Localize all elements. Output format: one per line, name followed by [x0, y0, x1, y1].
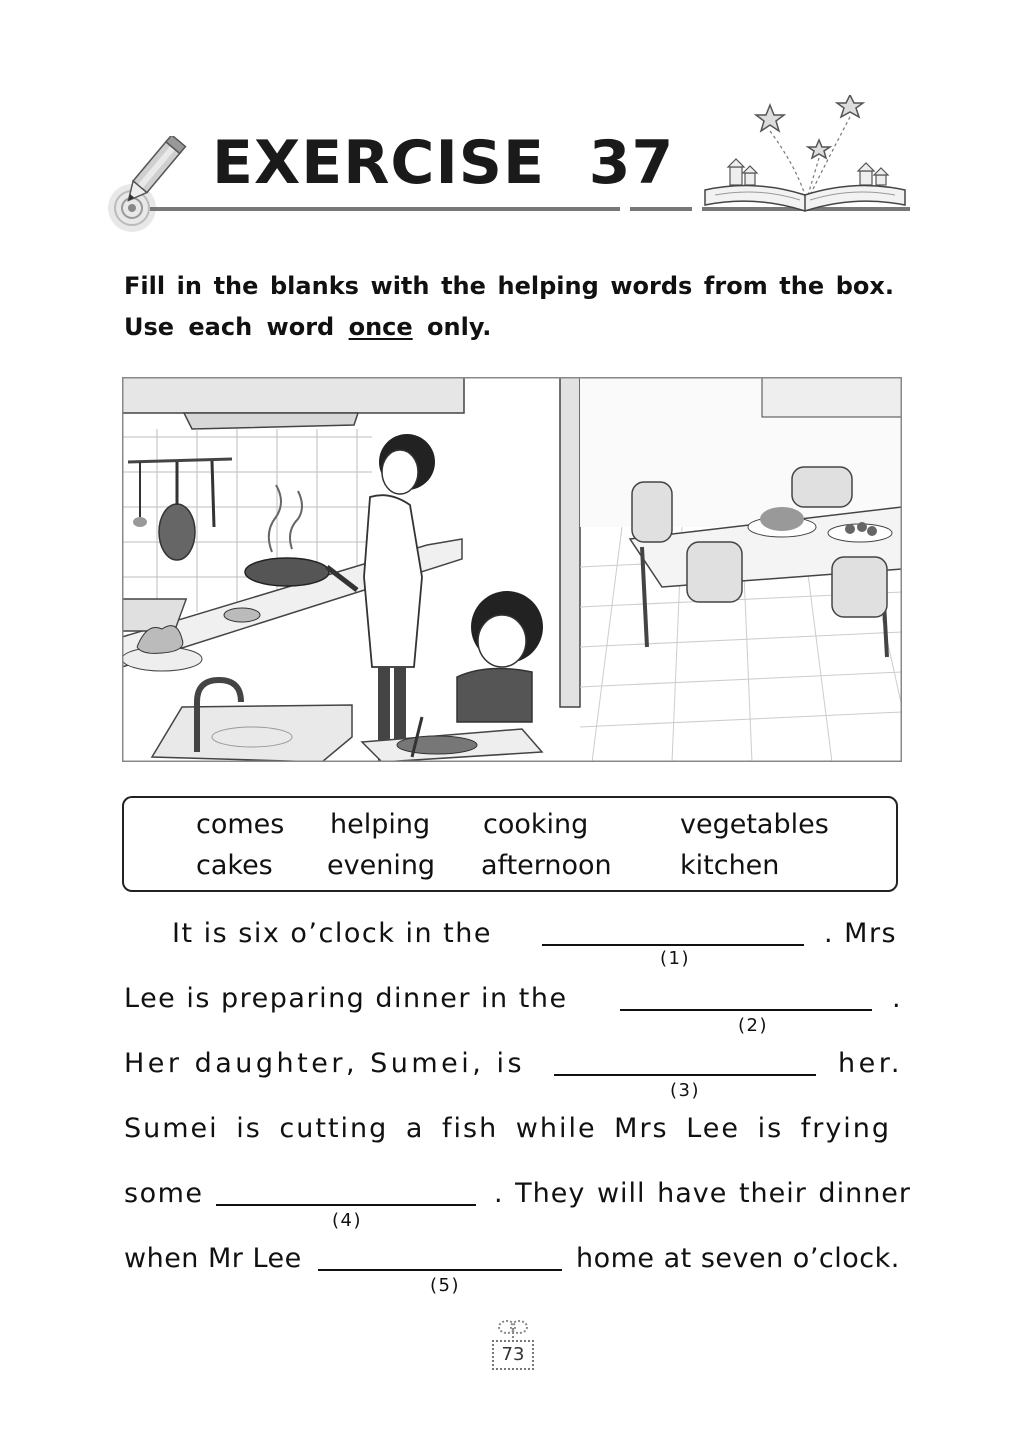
- word-cakes: cakes: [196, 850, 273, 881]
- word-box: [122, 796, 898, 892]
- passage-line-2: Lee is preparing dinner in the . (2): [124, 983, 903, 1036]
- blank-3[interactable]: [554, 1074, 816, 1076]
- open-book-stars-icon: [700, 95, 910, 220]
- passage-line-6: when Mr Lee home at seven o’clock. (5): [124, 1243, 900, 1296]
- word-vegetables: vegetables: [680, 809, 829, 840]
- blank-4-number: (4): [332, 1210, 362, 1231]
- passage-line-5: some . They will have their dinner (4): [124, 1178, 912, 1231]
- passage-line-3: Her daughter, Sumei, is her. (3): [124, 1048, 903, 1101]
- word-kitchen: kitchen: [680, 850, 780, 881]
- blank-5[interactable]: [318, 1269, 562, 1271]
- blank-5-number: (5): [430, 1275, 460, 1296]
- word-cooking: cooking: [483, 809, 589, 840]
- blank-2-number: (2): [738, 1015, 768, 1036]
- exercise-title: EXERCISE 37: [212, 128, 675, 198]
- word-afternoon: afternoon: [481, 850, 612, 881]
- blank-1-number: (1): [660, 948, 690, 969]
- pencil-icon: [104, 136, 194, 236]
- gift-bow-icon: [497, 1318, 529, 1340]
- passage-line-1: It is six o’clock in the . Mrs (1): [172, 918, 898, 969]
- instruction-line-1: Fill in the blanks with the helping words from the box.: [124, 272, 894, 300]
- blank-3-number: (3): [670, 1080, 700, 1101]
- blank-2[interactable]: [620, 1009, 872, 1011]
- instruction-line-2: Use each word once only.: [124, 313, 492, 341]
- kitchen-illustration: [122, 377, 902, 762]
- emphasis-once: once: [348, 313, 413, 341]
- word-helping: helping: [330, 809, 431, 840]
- passage-line-4: Sumei is cutting a fish while Mrs Lee is frying: [124, 1113, 892, 1144]
- word-comes: comes: [196, 809, 285, 840]
- word-evening: evening: [327, 850, 436, 881]
- blank-4[interactable]: [216, 1204, 476, 1206]
- page-number: 73: [492, 1340, 534, 1370]
- blank-1[interactable]: [542, 944, 804, 946]
